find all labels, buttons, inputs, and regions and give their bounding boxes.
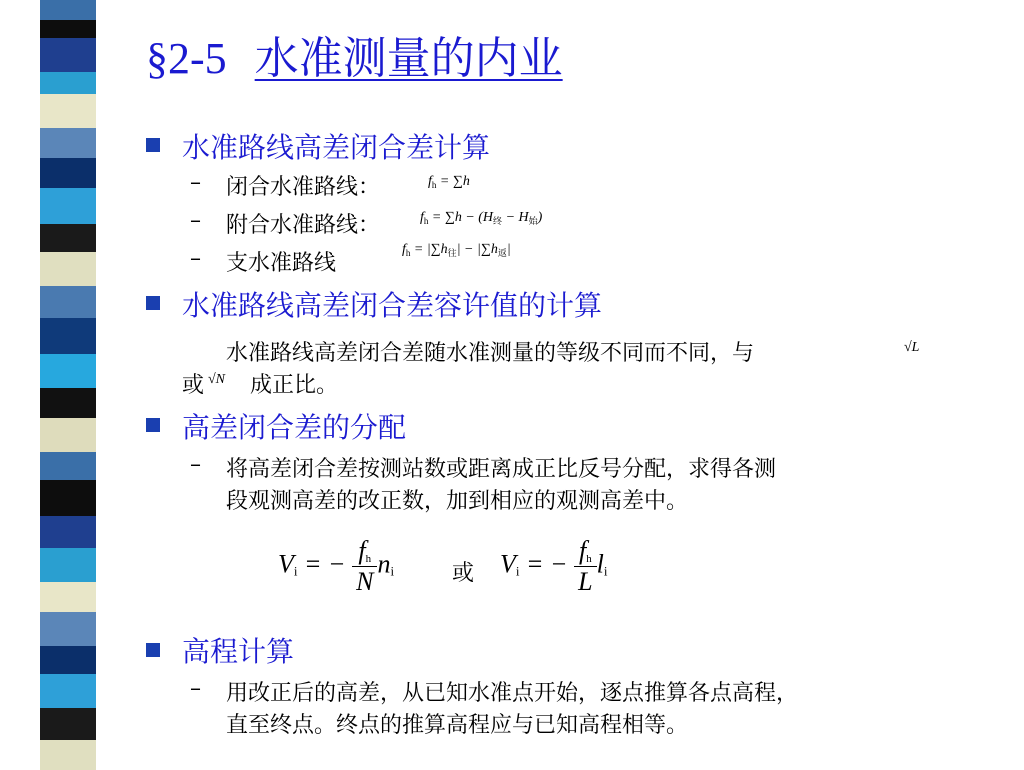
bullet-square-icon xyxy=(146,296,160,310)
stripe-block xyxy=(40,158,96,188)
stripe-block xyxy=(40,224,96,252)
list-item-continuation: 直至终点。终点的推算高程应与已知高程相等。 xyxy=(226,713,689,738)
stripe-block xyxy=(40,480,96,516)
stripe-block xyxy=(40,582,96,612)
stripe-block xyxy=(40,354,96,388)
or-text: 或 xyxy=(182,373,205,398)
paragraph-text: 水准路线高差闭合差随水准测量的等级不同而不同，与 xyxy=(226,341,755,366)
stripe-block xyxy=(40,188,96,224)
list-item: 用改正后的高差，从已知水准点开始，逐点推算各点高程， xyxy=(226,681,799,706)
stripe-block xyxy=(40,418,96,452)
stripe-block xyxy=(40,388,96,418)
correction-by-stations-formula: $V_i$ = − $\frac{f_h}{N}$ $n_i$ xyxy=(278,536,395,596)
bullet-square-icon xyxy=(146,643,160,657)
stripe-block xyxy=(40,674,96,708)
dash-icon: – xyxy=(190,208,201,233)
section-heading: 高程计算 xyxy=(182,635,295,668)
bullet-square-icon xyxy=(146,138,160,152)
list-item: 将高差闭合差按测站数或距离成正比反号分配，求得各测 xyxy=(226,457,777,482)
slide-title xyxy=(146,22,563,86)
stripe-block xyxy=(40,20,96,38)
sqrt-n-formula: √N xyxy=(208,372,226,387)
dash-icon: – xyxy=(190,676,201,701)
bullet-square-icon xyxy=(146,418,160,432)
dash-icon: – xyxy=(190,452,201,477)
list-item: 附合水准路线： xyxy=(226,213,381,238)
stripe-block xyxy=(40,646,96,674)
stripe-block xyxy=(40,516,96,548)
attached-route-formula: $f_h = \sum h - (H_终 - H_始)$ xyxy=(420,210,543,226)
closed-route-formula: $f_h = \sum h$ xyxy=(428,174,470,190)
stripe-block xyxy=(40,612,96,646)
stripe-block xyxy=(40,252,96,286)
section-heading: 水准路线高差闭合差容许值的计算 xyxy=(182,289,603,322)
stripe-block xyxy=(40,740,96,770)
stripe-block xyxy=(40,94,96,128)
section-number: §2-5 xyxy=(146,34,227,83)
stripe-block xyxy=(40,128,96,158)
stripe-block xyxy=(40,72,96,94)
stripe-block xyxy=(40,38,96,72)
list-item-continuation: 段观测高差的改正数，加到相应的观测高差中。 xyxy=(226,489,689,514)
title-text: 水准测量的内业 xyxy=(254,34,563,83)
correction-by-distance-formula: $V_i$ = − $\frac{f_h}{L}$ $l_i$ xyxy=(500,536,608,596)
stripe-block xyxy=(40,708,96,740)
section-heading: 水准路线高差闭合差计算 xyxy=(182,131,491,164)
stripe-block xyxy=(40,318,96,354)
stripe-block xyxy=(40,452,96,480)
section-heading: 高差闭合差的分配 xyxy=(182,411,407,444)
sqrt-l-formula: √L xyxy=(904,340,920,355)
stripe-block xyxy=(40,0,96,20)
stripe-block xyxy=(40,548,96,582)
dash-icon: – xyxy=(190,170,201,195)
decorative-stripe xyxy=(40,0,96,768)
or-text: 或 xyxy=(452,561,475,586)
list-item: 支水准路线 xyxy=(226,251,337,276)
dash-icon: – xyxy=(190,246,201,271)
list-item: 闭合水准路线： xyxy=(226,175,381,200)
paragraph-suffix: 成正比。 xyxy=(250,373,339,398)
spur-route-formula: $f_h = |\sum h_往| - |\sum h_返|$ xyxy=(402,242,511,258)
stripe-block xyxy=(40,286,96,318)
